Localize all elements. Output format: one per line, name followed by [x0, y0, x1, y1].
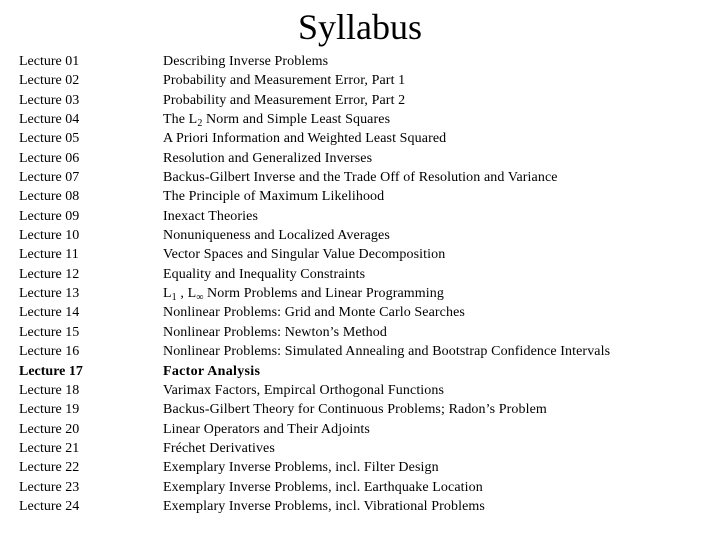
lecture-number: Lecture 13: [19, 286, 80, 302]
lecture-topic: Equality and Inequality Constraints: [163, 266, 366, 282]
lecture-row: [0, 52, 720, 71]
lecture-number: Lecture 09: [19, 208, 80, 224]
lecture-topic: The Principle of Maximum Likelihood: [163, 189, 385, 205]
lecture-topic: Linear Operators and Their Adjoints: [163, 421, 370, 437]
page-title: Syllabus: [297, 7, 422, 47]
lecture-topic: Exemplary Inverse Problems, incl. Earthquake Location: [163, 479, 483, 495]
lecture-row-highlighted: [0, 362, 720, 381]
norm-subscript: ∞: [196, 292, 204, 304]
syllabus-list: [0, 52, 720, 516]
lecture-topic: Probability and Measurement Error, Part 2: [163, 92, 406, 108]
norm-subscript: 2: [197, 118, 203, 130]
lecture-row: [0, 91, 720, 110]
topic-text: Norm Problems and Linear Programming: [203, 286, 444, 302]
norm-subscript: 1: [171, 292, 177, 304]
lecture-topic: Nonlinear Problems: Newton’s Method: [163, 324, 387, 340]
lecture-row: [0, 303, 720, 322]
lecture-topic: Vector Spaces and Singular Value Decomposition: [163, 247, 446, 263]
lecture-row: [0, 420, 720, 439]
lecture-topic: Factor Analysis: [163, 363, 261, 379]
lecture-topic: A Priori Information and Weighted Least Squared: [163, 131, 447, 147]
lecture-number: Lecture 15: [19, 324, 80, 340]
lecture-number: Lecture 14: [19, 305, 80, 321]
lecture-row: [0, 284, 720, 303]
lecture-topic: [163, 110, 390, 129]
lecture-topic: Describing Inverse Problems: [163, 54, 329, 69]
lecture-row: [0, 497, 720, 516]
lecture-number: Lecture 20: [19, 421, 80, 437]
lecture-row: [0, 458, 720, 477]
lecture-number: Lecture 24: [19, 498, 80, 514]
lecture-row: [0, 207, 720, 226]
lecture-topic: Exemplary Inverse Problems, incl. Vibrational Problems: [163, 498, 485, 514]
lecture-topic: Fréchet Derivatives: [163, 440, 275, 456]
topic-text: , L: [176, 286, 197, 302]
lecture-row: [0, 265, 720, 284]
lecture-row: [0, 226, 720, 245]
lecture-number: Lecture 17: [19, 363, 83, 379]
lecture-row: [0, 342, 720, 361]
lecture-number: Lecture 19: [19, 402, 80, 418]
lecture-topic: Backus-Gilbert Inverse and the Trade Off of Resolution and Variance: [163, 170, 558, 186]
lecture-row: [0, 478, 720, 497]
lecture-row: [0, 381, 720, 400]
lecture-row: [0, 245, 720, 264]
lecture-topic: Exemplary Inverse Problems, incl. Filter Design: [163, 460, 439, 476]
lecture-number: Lecture 16: [19, 344, 80, 360]
lecture-number: Lecture 21: [19, 440, 80, 456]
lecture-topic: Varimax Factors, Empircal Orthogonal Functions: [163, 382, 445, 398]
lecture-number: Lecture 04: [19, 112, 80, 128]
lecture-row: [0, 168, 720, 187]
lecture-number: Lecture 22: [19, 460, 80, 476]
lecture-topic: Probability and Measurement Error, Part 1: [163, 73, 406, 89]
lecture-number: Lecture 02: [19, 73, 80, 89]
lecture-number: Lecture 01: [19, 54, 80, 69]
lecture-number: Lecture 18: [19, 382, 80, 398]
lecture-topic: Backus-Gilbert Theory for Continuous Problems; Radon’s Problem: [163, 402, 547, 418]
topic-text: L: [163, 286, 172, 302]
lecture-topic: Nonlinear Problems: Grid and Monte Carlo Searches: [163, 305, 465, 321]
lecture-row: [0, 400, 720, 419]
lecture-row: [0, 439, 720, 458]
lecture-number: Lecture 08: [19, 189, 80, 205]
lecture-number: Lecture 05: [19, 131, 80, 147]
lecture-topic: Inexact Theories: [163, 208, 259, 224]
lecture-topic: Nonlinear Problems: Simulated Annealing and Bootstrap Confidence Intervals: [163, 344, 611, 360]
lecture-row: [0, 129, 720, 148]
lecture-number: Lecture 11: [19, 247, 79, 263]
lecture-row: [0, 149, 720, 168]
lecture-number: Lecture 10: [19, 228, 80, 244]
lecture-topic: Nonuniqueness and Localized Averages: [163, 228, 390, 244]
lecture-number: Lecture 03: [19, 92, 80, 108]
lecture-topic: [163, 284, 444, 303]
topic-text: The L: [163, 112, 198, 128]
topic-text: Norm and Simple Least Squares: [202, 112, 391, 128]
lecture-number: Lecture 23: [19, 479, 80, 495]
lecture-number: Lecture 06: [19, 150, 80, 166]
lecture-row: [0, 187, 720, 206]
lecture-topic: Resolution and Generalized Inverses: [163, 150, 373, 166]
lecture-number: Lecture 12: [19, 266, 80, 282]
lecture-row: [0, 110, 720, 129]
lecture-row: [0, 323, 720, 342]
lecture-row: [0, 71, 720, 90]
lecture-number: Lecture 07: [19, 170, 80, 186]
